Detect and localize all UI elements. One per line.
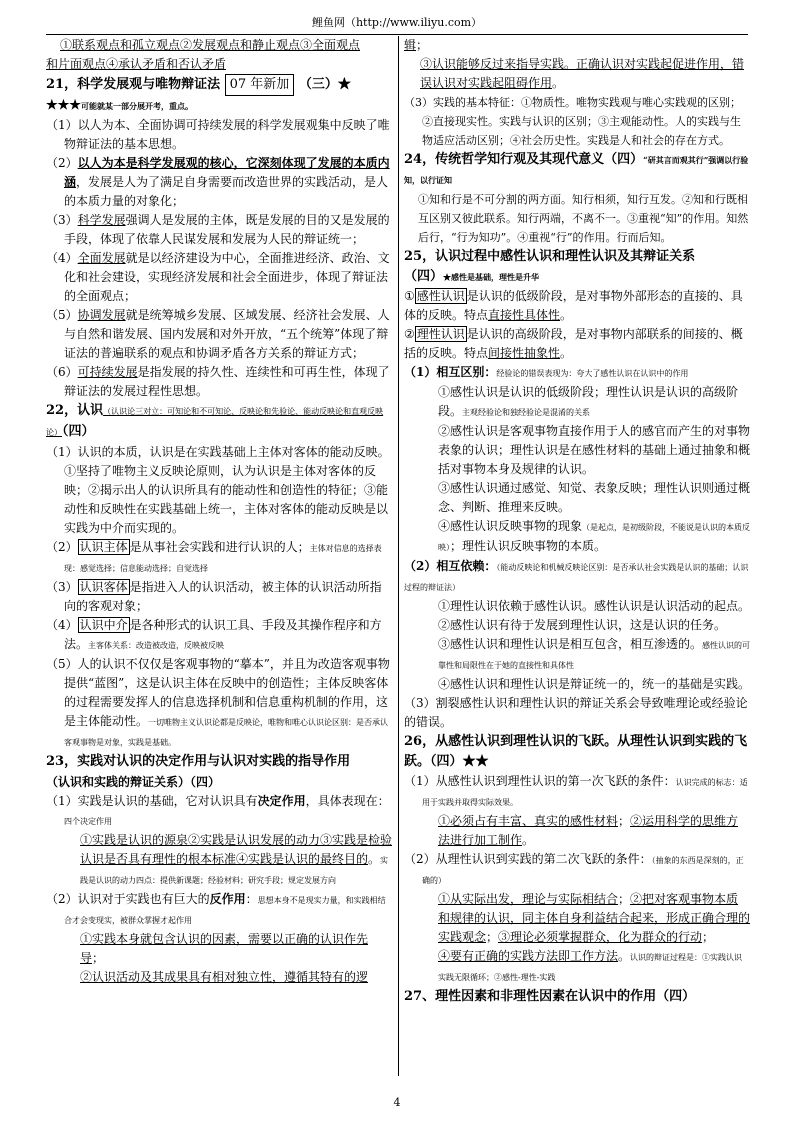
item-text: （2）从理性认识到实践的第二次飞跃的条件：: [404, 852, 652, 866]
item-note: 认识完成的标志：适用于实践并取得实际效果。: [422, 778, 748, 807]
page-number: 4: [393, 1096, 401, 1109]
item-punct: 。: [560, 346, 573, 360]
item-text-2: ，具体表现在：: [305, 794, 390, 808]
section-21-item-3: [46, 211, 392, 249]
viewpoints-line-1: ①联系观点和孤立观点②发展观点和静止观点③全面观点: [60, 38, 361, 52]
item-text: ，发展是人为了满足自身需要而改造世界的实践活动，是人的本质力量的对象化；: [64, 175, 389, 208]
item-text: （1）从感性认识到理性认识的第一次飞跃的条件：: [404, 774, 676, 788]
item-text: 强调人是发展的主体，既是发展的目的又是发展的手段，体现了依靠人民谋发展和发展为人民的辩证统一；: [64, 213, 390, 246]
item-number: ①: [404, 289, 415, 303]
item-key-text: ③认识能够反过来指导实践。正确认识对实践起促进作用，错误认识对实践起阻碍作用: [420, 57, 745, 90]
item-key-text: ②认识活动及其成果具有相对独立性，遵循其特有的逻: [80, 970, 369, 984]
section-21-heading: [46, 74, 392, 96]
section-21-note: 可能就某一部分展开考，重点。: [80, 101, 193, 111]
section-22-title: 22，认识: [46, 403, 104, 418]
section-22-item-3: [46, 578, 392, 616]
left-column: [46, 36, 392, 987]
item-punct: ；: [618, 892, 631, 906]
page-header: 鲤鱼网（http://www.iliyu.com）: [311, 16, 483, 29]
section-21-item-6: [46, 363, 392, 401]
item-boxed-term: 感性认识: [416, 289, 465, 303]
item-key-text: 直接性具体性: [488, 308, 561, 322]
item-number: （2）: [46, 540, 78, 554]
section-25-rational: [404, 325, 750, 363]
section-23-subheading: （认识和实践的辩证关系）（四）: [46, 775, 221, 789]
section-27-heading: 27、理性因素和非理性因素在认识中的作用（四）: [404, 989, 696, 1004]
item-text: ③感性认识和理性认识是相互包含，相互渗透的。: [438, 637, 703, 651]
item-title: （2）相互依赖：: [404, 559, 497, 573]
section-23-heading: 23，实践对认识的决定作用与认识对实践的指导作用: [46, 754, 351, 769]
continuation-line: [404, 36, 750, 55]
section-26-item-2-method: [404, 947, 750, 987]
section-21-item-1: （1）以人为本、全面协调可持续发展的科学发展观集中反映了唯物辩证法的基本思想。: [46, 118, 390, 151]
item-key-text: ①从实际出发，理论与实际相结合: [438, 892, 619, 906]
item-note: 认识的辩证过程是：①实践认识实践无限循环；②感性-理性-实践: [438, 953, 743, 982]
item-punct: ；: [618, 814, 631, 828]
item-note: 经验论的错误表现为：夸大了感性认识在认识中的作用: [496, 369, 689, 378]
section-25-perceptual: [404, 287, 750, 325]
item-key-text: 以人为本是科学发展观的核心，它深刻体现了发展的本质内涵: [64, 156, 390, 189]
item-note: 实践是认识的动力四点：提供新课题；经验材料；研究手段；规定发展方向: [80, 856, 389, 885]
item-text: （2）认识对于实践也有巨大的: [46, 892, 210, 906]
item-text: 是认识的高级阶段，是对事物内部联系的间接的、概括的反映。特点: [404, 327, 743, 360]
section-26-item-2: [404, 850, 750, 890]
section-21-item-4: [46, 249, 392, 306]
item-number: （6）: [46, 365, 78, 379]
section-26-item-1: [404, 772, 750, 812]
section-24-heading: [404, 150, 750, 190]
item-text: 是各种形式的认识工具、手段及其操作程序和方法。: [64, 618, 382, 651]
section-26-item-2-detail: [404, 890, 750, 947]
section-22-item-4: [46, 616, 392, 655]
item-title: （1）相互区别：: [404, 365, 497, 379]
item-text: 是指发展的持久性、连续性和可再生性，体现了辩证法的发展过程性思想。: [64, 365, 390, 398]
item-note: 主观经验论和独经验论是混淆的关系: [462, 408, 591, 417]
section-21-stars: ★★★: [46, 98, 81, 113]
item-text-2: ：: [245, 892, 258, 906]
item-key-text: 辑: [404, 38, 417, 52]
item-key-text: ①实践是认识的源泉②实践是认识发展的动力③实践是检验认识是否具有理性的根本标准④实践是认识的最终目的: [80, 833, 393, 866]
item-key-text: 反作用: [209, 892, 246, 906]
item-text: 是认识的低级阶段，是对事物外部形态的直接的、具体的反映。特点: [404, 289, 743, 322]
section-25-dep-heading: [404, 557, 750, 597]
item-number: （4）: [46, 618, 78, 632]
item-boxed-term: 理性认识: [416, 327, 465, 341]
item-note: （能动反映论和机械反映论区别：是否承认社会实践是认识的基础；认识过程的辩证法）: [404, 563, 749, 592]
item-boxed-term: 认识主体: [79, 540, 128, 554]
section-24-note: “研其言而观其行”强调以行验知，以行证知: [404, 155, 749, 185]
section-22-item-2: [46, 538, 392, 578]
column-divider: [398, 36, 399, 1076]
item-key-text-2: ②运用科学的思维方法进行加工制作: [438, 814, 739, 847]
section-24-body: ①知和行是不可分割的两方面。知行相须，知行互发。②知和行既相互区别又彼此联系。知行两端，不离不一。③重视“知”的作用。知然后行，“行为知功”。④重视“行”的作用。行而后知。: [418, 193, 749, 244]
section-21-stars-line: [46, 96, 392, 116]
section-23-item-1: [46, 792, 392, 831]
item-note: 一切唯物主义认识论都是反映论，唯物和唯心认识论区别：是否承认客观事物是对象，实践是基础。: [64, 718, 389, 747]
section-23-item-1-detail: [46, 831, 392, 890]
section-22-level: （四）: [62, 424, 95, 439]
item-punct: 。: [368, 852, 381, 866]
section-25-note: ★感性是基础，理性是升华: [443, 272, 540, 282]
section-23-item-2-detail-1: [46, 930, 392, 968]
section-25-dep-2: ②感性认识有待于发展到理性认识，这是认识的任务。: [438, 618, 727, 632]
item-note: 主体对信息的选择表现：感觉选择；信息能动选择；自觉选择: [64, 544, 382, 573]
item-key-text: 科学发展: [77, 213, 126, 227]
item-punct: 。: [618, 949, 631, 963]
item-punct-2: ；: [486, 930, 499, 944]
section-23-item-2-detail-2: [46, 968, 392, 987]
section-25-level-line: [404, 267, 750, 287]
item-key-text: 全面发展: [77, 251, 126, 265]
section-24-title: 24，传统哲学知行观及其现代意义（四）: [404, 152, 644, 167]
section-25-heading: 25，认识过程中感性认识和理性认识及其辩证关系: [404, 249, 696, 264]
item-key-text: 协调发展: [77, 308, 126, 322]
item-punct-3: ；: [702, 930, 715, 944]
item-boxed-term: 认识客体: [79, 580, 128, 594]
item-punct: ；: [416, 38, 429, 52]
section-25-diff-2: ②感性认识是客观事物直接作用于人的感官而产生的对事物表象的认识；理性认识是在感性材料的基础上通过抽象和概括对事物本身及规律的认识。: [438, 424, 751, 476]
header-rule: [46, 34, 748, 35]
item-text: 是指进入人的认识活动，被主体的认识活动所指向的客观对象；: [64, 580, 382, 613]
item-text: ①感性认识是认识的低级阶段；理性认识是认识的高级阶段。: [438, 385, 739, 418]
section-26-heading: 26，从感性认识到理性认识的飞跃。从理性认识到实践的飞跃。（四）★★: [404, 734, 748, 769]
item-punct: ；: [92, 951, 105, 965]
item-note: （是起点，是初级阶段，不能说是认识的本质反映）: [438, 523, 751, 552]
viewpoints-line-2: 和片面观点④承认矛盾和否认矛盾: [46, 57, 227, 71]
item-key-text: ①必须占有丰富、真实的感性材料: [438, 814, 619, 828]
item-text-2: 主体反映客体的过程需要发挥人的信息选择机制和信息重构机制的作用，这是主体能动性。: [64, 676, 389, 728]
section-23-item-3: （3）实践的基本特征：①物质性。唯物实践观与唯心实践观的区别；②直接现实性。实践与认识的区别；③主观能动性。人的实践与生物适应活动区别；④社会历史性。实践是人和社会的存在方式。: [404, 96, 741, 147]
section-26-item-1-detail: [404, 812, 750, 850]
section-25-diff-4: [404, 517, 750, 557]
item-punct: 。: [560, 308, 573, 322]
item-text: 就是统筹城乡发展、区域发展、经济社会发展、人与自然和谐发展、国内发展和对外开放，“五个统筹”体现了辩证法的普遍联系的观点和协调矛盾各方关系的辩证方式；: [64, 308, 390, 360]
right-column: [404, 36, 750, 1007]
section-23-item-2: [46, 890, 392, 930]
section-22-heading: [46, 401, 392, 443]
item-note: （抽象的东西是深刻的，正确的）: [422, 856, 744, 885]
item-key-text: 可持续发展: [77, 365, 138, 379]
item-punct: 。: [552, 76, 565, 90]
item-number: （2）: [46, 156, 78, 170]
item-text: （5）人的认识不仅仅是客观事物的“摹本”，并且为改造客观事物提供“蓝图”，这是认识主体在反映中的创造性；: [46, 657, 390, 690]
item-key-text: 间接性抽象性: [488, 346, 561, 360]
item-number: （3）: [46, 213, 78, 227]
item-boxed-term: 认识中介: [79, 618, 128, 632]
item-text: ④感性认识反映事物的现象: [438, 519, 583, 533]
section-25-level: （四）: [404, 269, 444, 284]
item-key-text: ④要有正确的实践方法即工作方法: [438, 949, 619, 963]
item-text: 是从事社会实践和进行认识的人；: [129, 540, 310, 554]
item-punct-2: 。: [522, 833, 535, 847]
item-number: （4）: [46, 251, 78, 265]
item-key-text-3: ③理论必须掌握群众，化为群众的行动: [498, 930, 703, 944]
section-21-level: （三）★: [298, 77, 351, 92]
item-key-text: ①实践本身就包含认识的因素，需要以正确的认识作先导: [80, 932, 369, 965]
section-22-note: （认识论三对立：可知论和不可知论、反映论和先验论、能动反映论和直观反映论）: [46, 407, 384, 437]
item-note: 思想本身不是现实力量，和实践相结合才会变现实，被群众掌握才起作用: [64, 896, 386, 925]
section-25-dep-4: ④感性认识和理性认识是辩证统一的，统一的基础是实践。: [438, 677, 751, 691]
section-21-title: 21，科学发展观与唯物辩证法: [46, 77, 221, 92]
section-21-item-5: [46, 306, 392, 363]
item-note: 主客体关系：改造被改造，反映被反映: [88, 641, 225, 650]
section-25-dep-1: ①理性认识依赖于感性认识。感性认识是认识活动的起点。: [438, 599, 751, 613]
section-22-item-1: （1）认识的本质，认识是在实践基础上主体对客体的能动反映。①坚持了唯物主义反映论原则，认为认识是主体对客体的反映；②揭示出人的认识所具有的能动性和创造性的特征；③能动性和反映性在实践基础上统一，主体对客体的能动反映是以实践为中介而实现的。: [46, 445, 390, 535]
item-number: （5）: [46, 308, 78, 322]
item-key-text: 决定作用: [257, 794, 306, 808]
section-22-item-5: [46, 655, 392, 752]
section-21-item-2: [46, 154, 392, 211]
section-25-dep-3: [404, 635, 750, 675]
item-text: （1）实践是认识的基础，它对认识具有: [46, 794, 258, 808]
item-note: 感性认识的可靠性和局限性在于她的直接性和具体性: [438, 641, 751, 670]
item-note: 四个决定作用: [64, 817, 112, 826]
section-23-item-2-detail-3: [404, 55, 750, 93]
section-25-diff-3: ③感性认识通过感觉、知觉、表象反映；理性认识则通过概念、判断、推理来反映。: [438, 481, 751, 514]
section-25-diff-1: [404, 383, 750, 422]
item-key-text-2: ②把对客观事物本质和规律的认识，同主体自身利益结合起来，形成正确合理的实践观念: [438, 892, 751, 944]
item-number: ②: [404, 327, 415, 341]
item-text: 就是以经济建设为中心，全面推进经济、政治、文化和社会建设，实现经济发展和社会全面进步，体现了辩证法的全面观点；: [64, 251, 390, 303]
item-text-2: ；理性认识反映事物的本质。: [450, 539, 607, 553]
item-number: （3）: [46, 580, 78, 594]
section-25-item-3: （3）割裂感性认识和理性认识的辩证关系会导致唯理论或经验论的错误。: [404, 696, 748, 729]
section-21-tag: 07 年新加: [225, 74, 295, 96]
section-25-diff-heading: [404, 363, 750, 383]
